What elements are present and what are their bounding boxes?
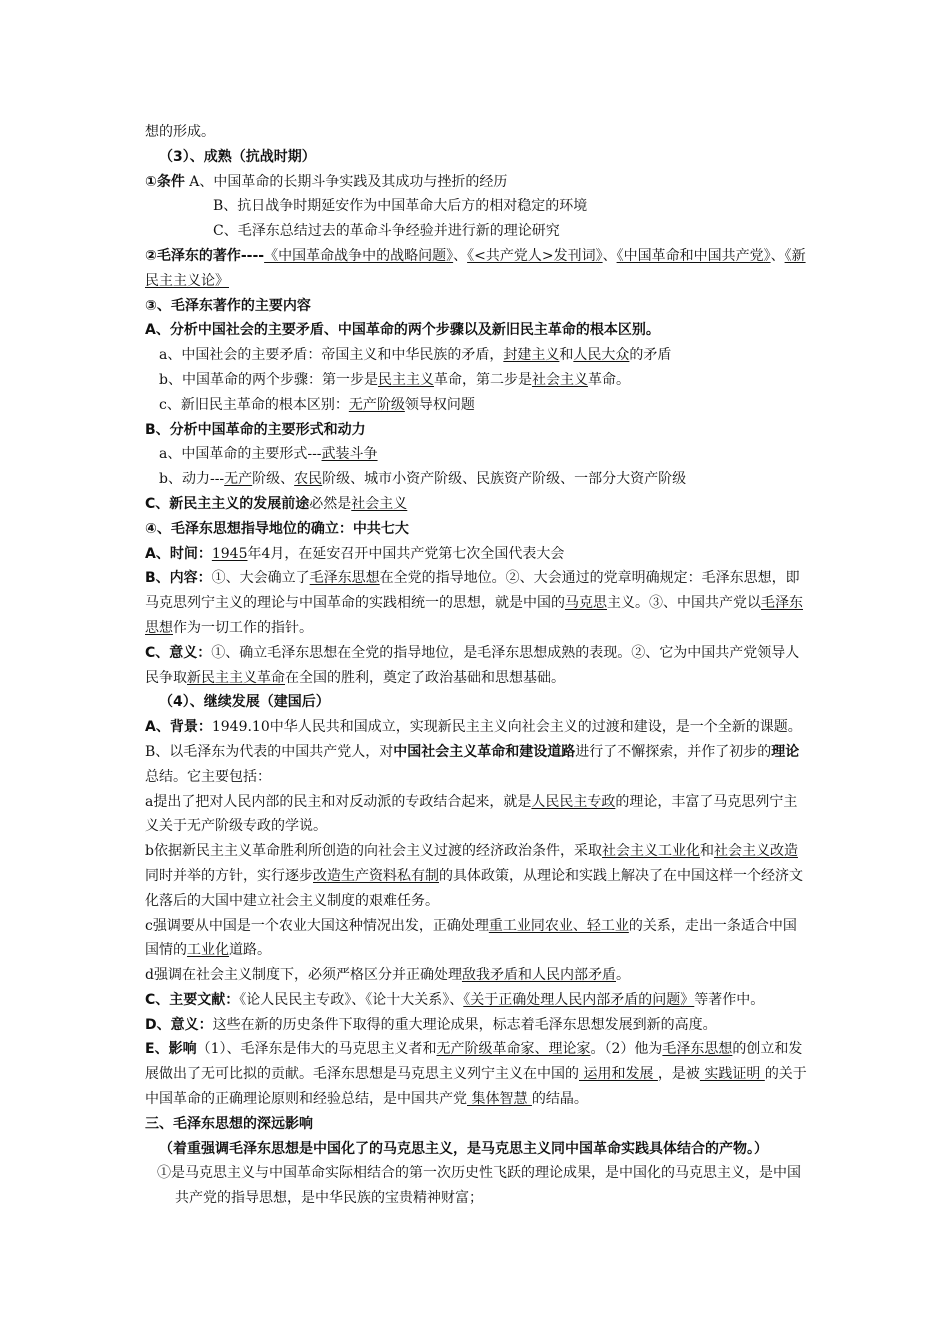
bold-text: ③、毛泽东著作的主要内容 [145, 297, 311, 314]
bold-text: E、影响 [145, 1041, 197, 1058]
text-segment: ①、大会确立了 [211, 570, 310, 587]
bold-text: A、时间： [145, 545, 212, 562]
underlined-answer: 马克思 [565, 595, 607, 612]
text-segment: c强调要从中国是一个农业大国这种情况出发，正确处理 [145, 917, 489, 934]
text-line [145, 244, 810, 294]
text-line [145, 988, 810, 1013]
bold-text: A、分析中国社会的主要矛盾、中国革命的两个步骤以及新旧民主革命的根本区别。 [145, 322, 660, 339]
bold-text: C、意义： [145, 644, 212, 661]
underlined-answer: 1945 [211, 545, 248, 562]
underlined-answer: 社会主义工业化 [601, 843, 700, 860]
underlined-answer: 新民主主义革命 [187, 669, 285, 686]
text-line [145, 368, 810, 393]
text-line [145, 790, 810, 840]
text-segment: 年4月，在延安召开中国共产党第七次全国代表大会 [247, 545, 565, 562]
text-line [145, 418, 810, 443]
bold-text: 理论 [771, 743, 800, 760]
underlined-answer: 社会主义 [351, 495, 408, 512]
bold-text: ②毛泽东的著作---- [145, 247, 265, 264]
bold-text: （4）、继续发展（建国后） [159, 694, 330, 711]
bold-text: （着重强调毛泽东思想是中国化了的马克思主义，是马克思主义同中国革命实践具体结合的产物。） [159, 1140, 768, 1157]
text-segment: 和 [699, 843, 714, 860]
bold-text: A、背景： [145, 719, 212, 736]
underlined-answer: 无产阶级革命家、理论家 [436, 1041, 591, 1058]
text-line [145, 1112, 810, 1137]
text-segment: 同时并举的方针，实行逐步 [145, 867, 313, 884]
text-segment: 。 [615, 967, 630, 984]
text-segment: 革命。 [587, 371, 630, 388]
text-line [145, 1161, 810, 1211]
text-segment: 的具体政策，从理论和实践上解决了在中国这样一个经济文化落后的大国中建立社会主义制度的艰难任务。 [145, 867, 803, 909]
text-segment: ①是马克思主义与中国革命实际相结合的第一次历史性飞跃的理论成果，是中国化的马克思主义，是中国共产党的指导思想，是中华民族的宝贵精神财富； [157, 1165, 801, 1207]
text-segment: A、中国革命的长期斗争实践及其成功与挫折的经历 [184, 173, 508, 190]
bold-text: C、主要文献： [145, 991, 240, 1008]
text-segment: 进行了不懈探索，并作了初步的 [575, 743, 772, 760]
text-segment: 道路。 [229, 942, 271, 959]
bold-text: 三、毛泽东思想的深远影响 [145, 1115, 313, 1132]
text-segment: 阶级、 [252, 471, 295, 488]
text-segment: 、 [453, 247, 468, 264]
underlined-answer: 实践证明 [699, 1066, 765, 1083]
text-segment: 总结。它主要包括： [145, 768, 271, 785]
underlined-answer: 重工业同农业、轻工业 [488, 917, 629, 934]
text-segment: a、中国社会的主要矛盾：帝国主义和中华民族的矛盾， [159, 347, 504, 364]
text-segment: C、毛泽东总结过去的革命斗争经验并进行新的理论研究 [213, 223, 560, 240]
underlined-answer: 毛泽东思想 [145, 595, 803, 636]
text-segment: d强调在社会主义制度下，必须严格区分并正确处理 [145, 967, 462, 984]
text-line [145, 1137, 810, 1162]
text-segment: c、新旧民主革命的根本区别： [159, 396, 349, 413]
text-segment: 在全国的胜利，奠定了政治基础和思想基础。 [285, 669, 565, 686]
text-line [145, 690, 810, 715]
text-line [145, 715, 810, 740]
underlined-answer: 运用和发展 [579, 1066, 658, 1083]
text-line [145, 839, 810, 913]
text-segment: 《论人民民主专政》、《论十大关系》、 [239, 991, 464, 1008]
bold-text: （3）、成熟（抗战时期） [159, 148, 316, 165]
text-segment: 的结晶。 [531, 1091, 588, 1108]
bold-text: B、分析中国革命的主要形式和动力 [145, 421, 366, 438]
bold-text: 中国社会主义革命和建设道路 [393, 743, 576, 760]
bold-text: C、新民主主义的发展前途 [145, 495, 310, 512]
bold-text: ①条件 [145, 173, 185, 190]
underlined-answer: 人民民主专政 [531, 793, 616, 810]
underlined-answer: 社会主义 [531, 371, 588, 388]
text-segment: 作为一切工作的指针。 [173, 619, 313, 636]
document-page [145, 120, 810, 1211]
underlined-answer: 无产阶级 [348, 396, 405, 413]
text-line [145, 566, 810, 640]
text-segment: 的关于中国革命的正确理论原则和经验总结，是中国共产党 [145, 1066, 807, 1108]
text-segment: 的关系，走出一条适合中国国情的 [145, 917, 797, 959]
text-segment: 必然是 [309, 495, 352, 512]
text-segment: 的理论，丰富了马克思列宁主义关于无产阶级专政的学说。 [145, 793, 798, 835]
text-segment: 的矛盾 [629, 347, 672, 364]
text-line [145, 393, 810, 418]
text-line [145, 517, 810, 542]
text-line [145, 963, 810, 988]
text-segment: （1）、毛泽东是伟大的马克思主义者和 [196, 1041, 437, 1058]
text-segment: 的创立和发展做出了无可比拟的贡献。毛泽东思想是马克思主义列宁主义在中国的 [145, 1041, 803, 1083]
text-segment: 想的形成。 [145, 124, 215, 140]
text-segment: b、中国革命的两个步骤：第一步是 [159, 371, 378, 388]
text-segment: 在全党的指导地位。②、大会通过的党章明确规定：毛泽东思想，即马克思列宁主义的理论与中国革命的实践相统一的思想，就是中国的 [145, 570, 800, 612]
underlined-answer: 工业化 [187, 942, 229, 959]
text-segment: 1949.10中华人民共和国成立，实现新民主主义向社会主义的过渡和建设，是一个全新的课题。 [211, 719, 802, 736]
text-line [145, 467, 810, 492]
text-line [145, 318, 810, 343]
text-segment: 、 [602, 247, 617, 264]
text-segment: b依据新民主主义革命胜利所创造的向社会主义过渡的经济政治条件，采取 [145, 843, 602, 860]
text-line [145, 641, 810, 691]
underlined-answer: 《关于正确处理人民内部矛盾的问题》 [463, 991, 695, 1008]
text-segment: ，是被 [657, 1066, 700, 1083]
bold-text: D、意义： [145, 1016, 213, 1033]
underlined-answer: 毛泽东思想 [662, 1041, 733, 1058]
text-segment: ①、确立毛泽东思想在全党的指导地位，是毛泽东思想成熟的表现。②、它为中国共产党领导人民争取 [145, 644, 800, 686]
text-segment: 等著作中。 [694, 991, 765, 1008]
underlined-answer: 农民 [294, 471, 323, 488]
text-line [145, 914, 810, 964]
text-line [145, 1013, 810, 1038]
text-line [145, 194, 810, 219]
underlined-answer: 敌我矛盾和人民内部矛盾 [461, 967, 616, 984]
text-line [145, 343, 810, 368]
text-line [145, 170, 810, 195]
underlined-answer: 人民大众 [573, 347, 630, 364]
text-segment: 、 [770, 247, 785, 264]
text-segment: 这些在新的历史条件下取得的重大理论成果，标志着毛泽东思想发展到新的高度。 [212, 1016, 717, 1033]
text-segment: a、中国革命的主要形式--- [159, 446, 322, 463]
underlined-answer: 民主主义 [377, 371, 434, 388]
text-line [145, 120, 810, 145]
underlined-answer: 封建主义 [503, 347, 560, 364]
text-line [145, 492, 810, 517]
text-line [145, 442, 810, 467]
underlined-answer: 集体智慧 [467, 1091, 532, 1108]
underlined-answer: 《新民主主义论》 [145, 247, 806, 289]
text-line [145, 219, 810, 244]
underlined-answer: 毛泽东思想 [309, 570, 380, 587]
underlined-answer: 改造生产资料私有制 [313, 867, 439, 884]
underlined-answer: 《中国革命战争中的战略问题》 [264, 247, 454, 264]
text-segment: 领导权问题 [404, 396, 475, 413]
underlined-answer: 无产 [224, 471, 253, 488]
text-segment: 阶级、城市小资产阶级、民族资产阶级、一部分大资产阶级 [322, 471, 687, 488]
text-segment: a提出了把对人民内部的民主和对反动派的专政结合起来，就是 [145, 793, 532, 810]
text-line [145, 740, 810, 790]
underlined-answer: 《中国革命和中国共产党》 [616, 247, 771, 264]
text-segment: B、以毛泽东为代表的中国共产党人，对 [145, 743, 394, 760]
text-segment: 。（2）他为 [590, 1041, 663, 1058]
text-segment: B、抗日战争时期延安作为中国革命大后方的相对稳定的环境 [213, 198, 588, 215]
text-segment: 和 [559, 347, 574, 364]
underlined-answer: 《<共产党人>发刊词》 [467, 247, 603, 264]
text-line [145, 542, 810, 567]
bold-text: B、内容： [145, 570, 212, 587]
text-line [145, 145, 810, 170]
text-segment: 主义。③、中国共产党以 [607, 595, 761, 612]
text-segment: 革命，第二步是 [433, 371, 532, 388]
underlined-answer: 社会主义改造 [713, 843, 798, 860]
text-line [145, 1037, 810, 1111]
underlined-answer: 武装斗争 [321, 446, 378, 463]
bold-text: ④、毛泽东思想指导地位的确立：中共七大 [145, 520, 409, 537]
text-line [145, 294, 810, 319]
text-segment: b、动力--- [159, 471, 225, 488]
